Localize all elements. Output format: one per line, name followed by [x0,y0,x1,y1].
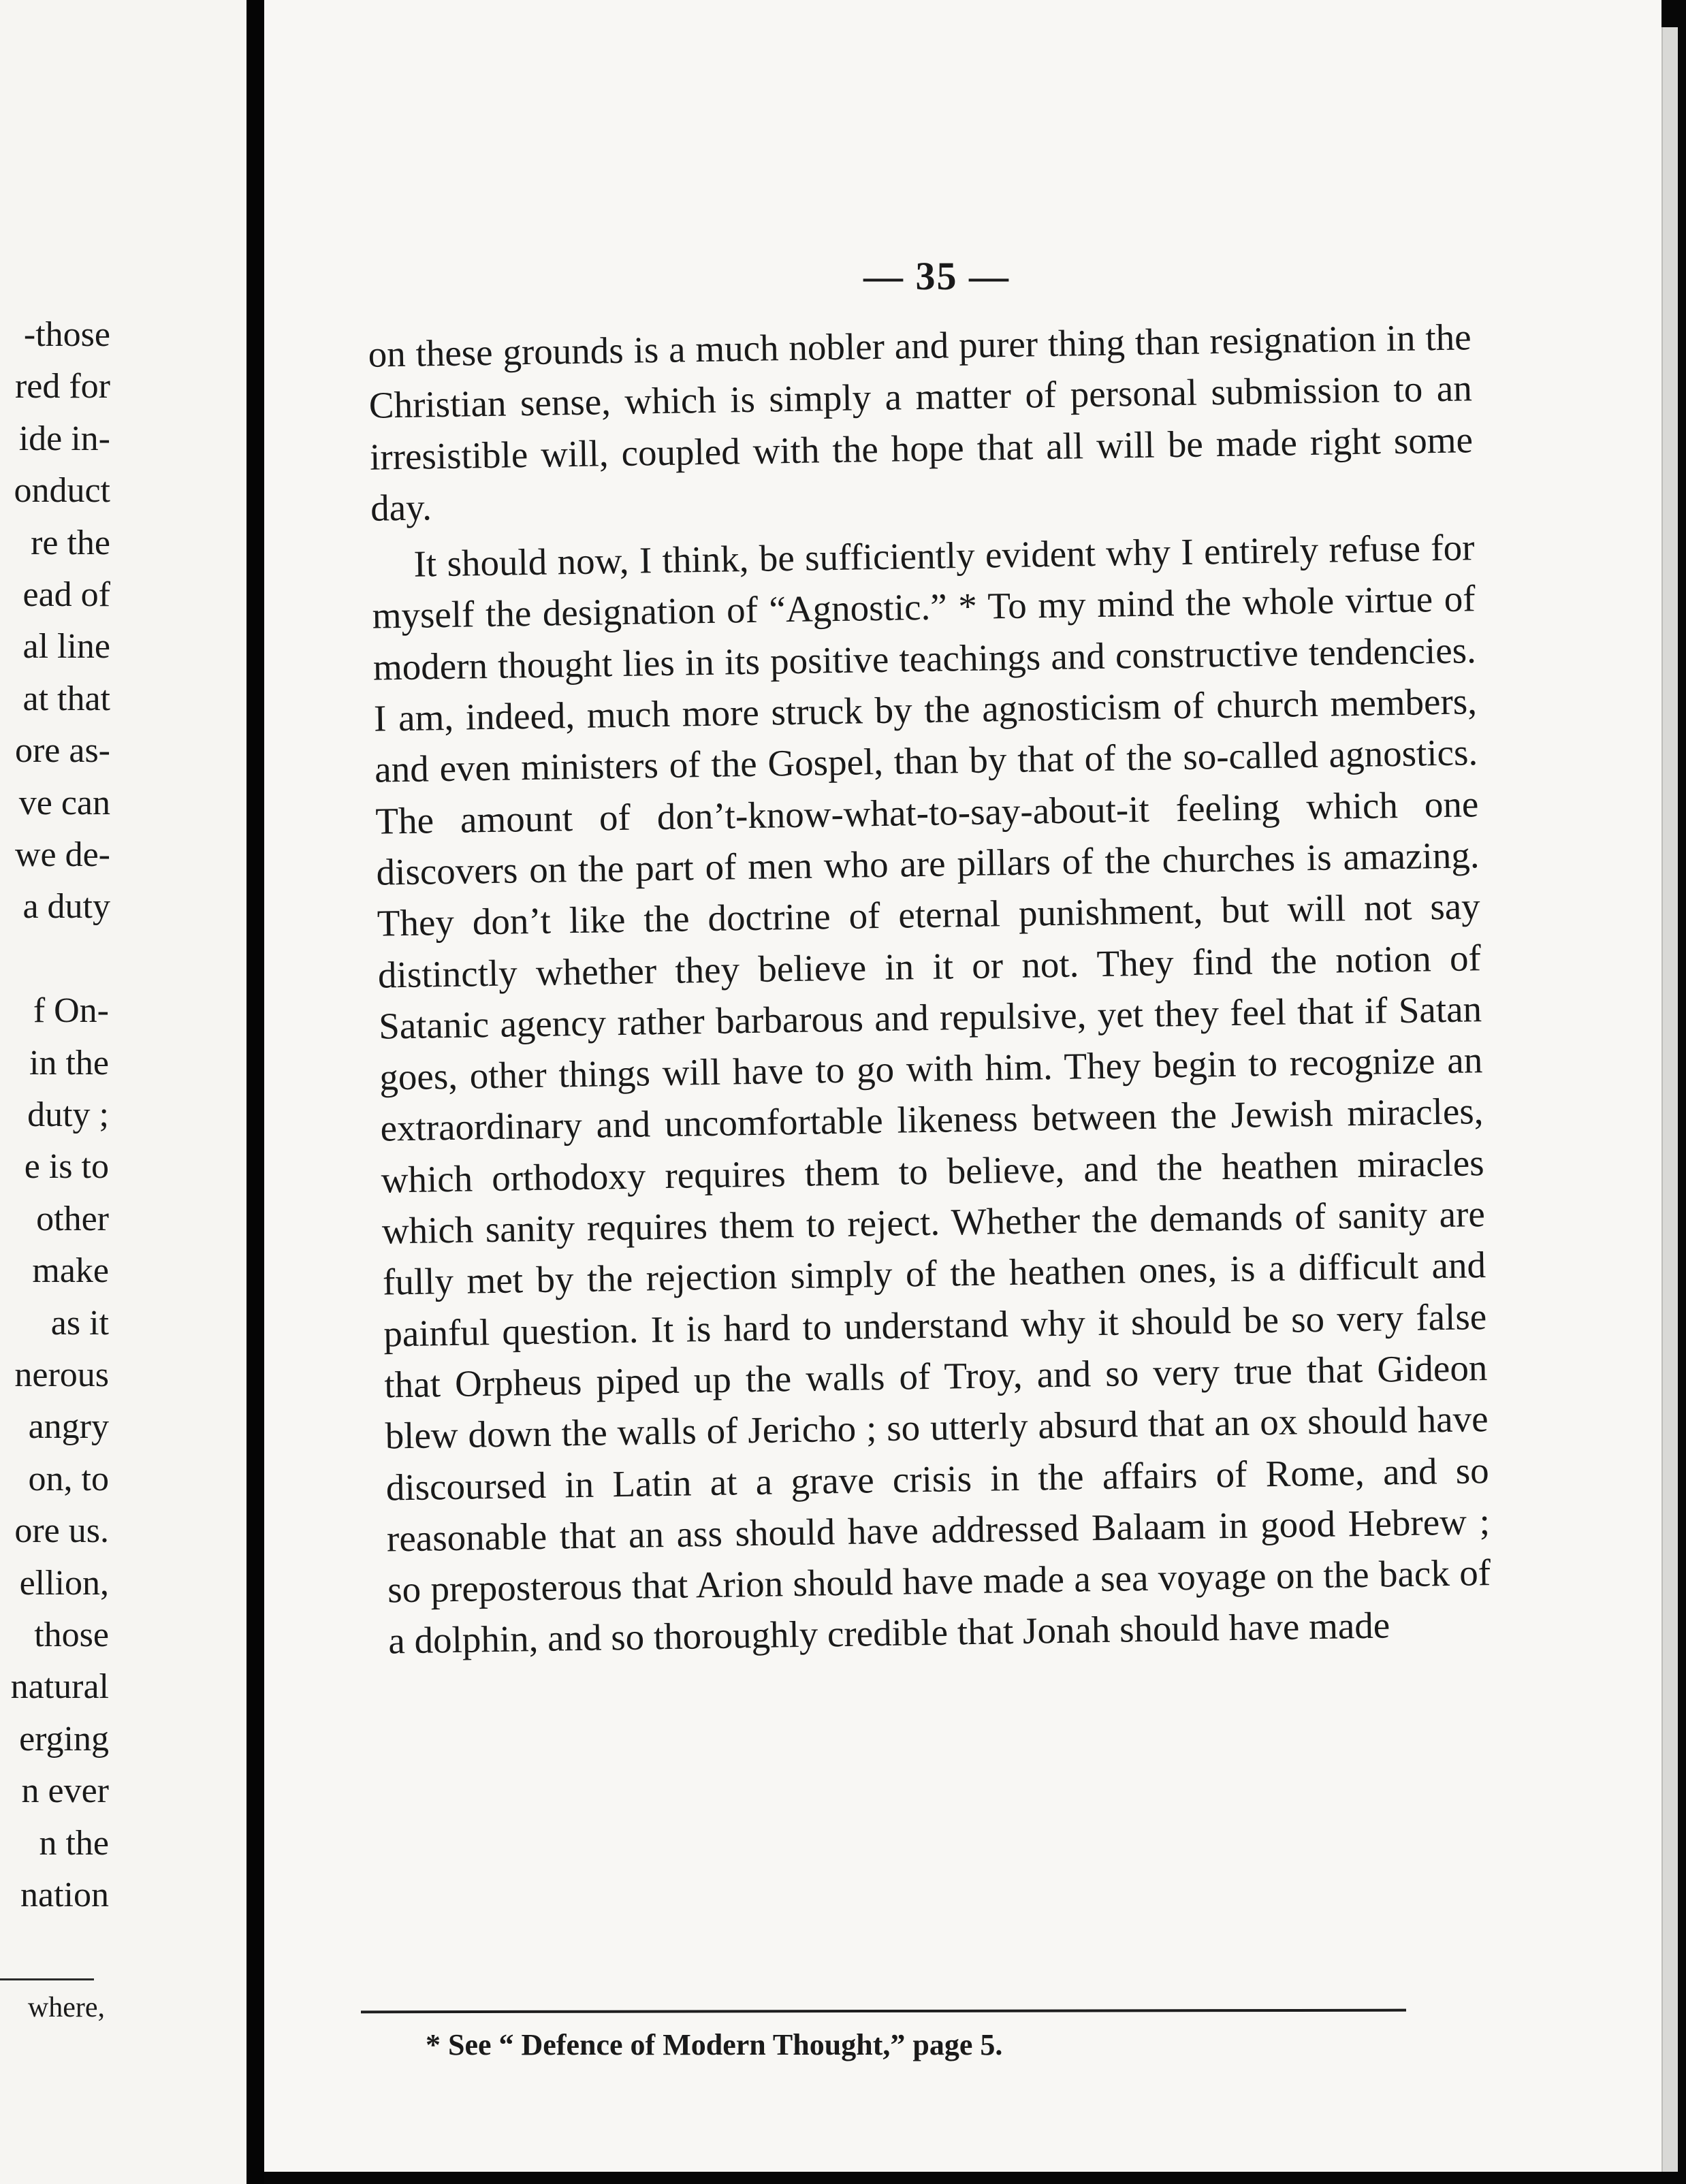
left-page-line: nation [20,1876,109,1914]
left-page-line: red for [14,367,110,406]
left-page-line: ellion, [19,1563,109,1603]
left-page-line: ve can [18,783,110,822]
left-page-line: make [32,1251,109,1291]
left-page-line: at that [22,679,110,718]
paragraph-continued: on these grounds is a much nobler and purer thing than resignation in the Christian sense, which is simply a matter of personal submission to an irresistible will, coupled with the hope that all will be made right some day. [368,316,1474,529]
left-page-line: n ever [21,1771,109,1811]
paragraph: It should now, I think, be sufficiently evident why I entirely refuse for myself the designation of “Agnostic.” * To my mind the whole virtue of modern thought lies in its positive teachings and constructive tendencies. I am, indeed, much more struck by the agnosticism of church members, and even ministers of the Gospel, than by that of the so-called agnostics. The amount of don’t-know-what-to-say-about-it feeling which one discovers on the part of men who are pillars of the churches is amazing. They don’t like the doctrine of eternal punishment, but will not say distinctly whether they believe in it or not. They find the notion of Satanic agency rather barbarous and repulsive, yet they feel that if Satan goes, other things will have to go with him. They begin to recognize an extraordinary and uncomfortable likeness between the Jewish miracles, which orthodoxy requires them to believe, and the heathen miracles which sanity requires them to reject. Whether the demands of sanity are fully met by the rejection simply of the heathen ones, is a difficult and painful question. It is hard to understand why it should be so very false that Orpheus piped up the walls of Troy, and so very true that Gideon blew down the walls of Jericho ; so utterly absurd that an ox should have discoursed in Latin at a grave crisis in the affairs of Rome, and so reasonable that an ass should have addressed Balaam in good Hebrew ; so preposterous that Arion should have made a sea voyage on the back of a dolphin, and so thoroughly credible that Jonah should have made [372,526,1491,1662]
page-edge [1661,27,1678,2172]
left-page-line: ore us. [14,1511,109,1551]
book-gutter [246,0,264,2184]
left-facing-page [0,0,246,2184]
left-page-line: ore as- [14,731,110,771]
left-page-line: angry [28,1407,109,1447]
left-page-line: onduct [14,471,110,511]
left-page-line: n the [39,1823,109,1863]
page-number: — 35 — [863,254,1010,298]
left-page-line: on, to [28,1459,109,1498]
footnote: * See “ Defence of Modern Thought,” page 5. [426,2028,1003,2061]
left-page-line: erging [19,1719,109,1759]
left-footnote-fragment: where, [27,1992,105,2023]
left-page-line: natural [10,1667,109,1707]
left-page-line: ead of [22,575,110,614]
left-page-line: re the [31,523,110,562]
left-page-line: we de- [14,835,110,874]
left-page-line: e is to [24,1147,109,1187]
left-page-line: -those [23,315,110,354]
left-page-line: in the [29,1043,109,1082]
left-page-line: al line [22,627,110,667]
left-footnote-rule [0,1978,94,1980]
left-page-line: ide in- [18,419,110,458]
left-page-line: other [36,1199,109,1238]
left-page-line: those [34,1616,109,1654]
left-page-line: duty ; [27,1095,109,1134]
body-text [368,311,1492,1667]
left-page-line: a duty [22,887,110,927]
left-page-line: as it [50,1303,109,1343]
left-page-line: f On- [33,991,109,1031]
left-page-line: nerous [14,1355,109,1394]
